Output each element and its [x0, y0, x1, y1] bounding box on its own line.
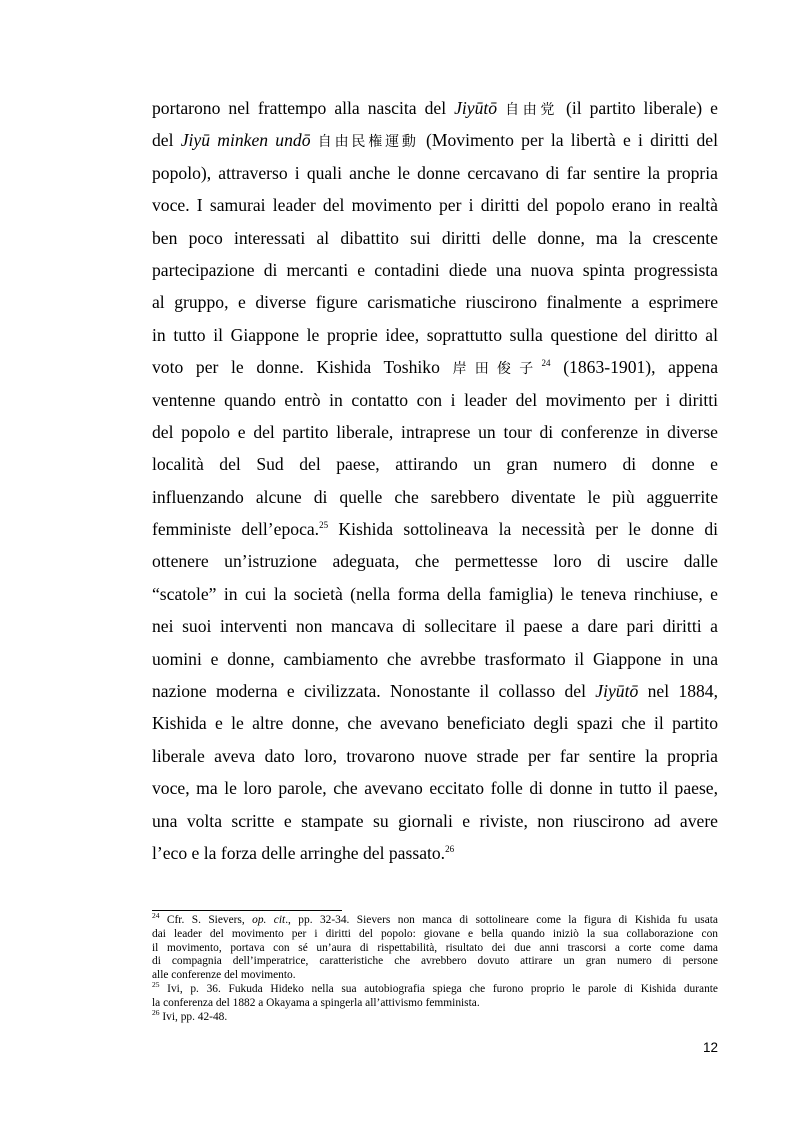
footnote-24-line-5: alle conferenze del movimento.	[152, 969, 296, 982]
text-line-6: partecipazione di mercanti e contadini diede una nuova spinta progressista	[152, 259, 718, 280]
main-paragraph	[152, 92, 718, 869]
text-line-7: al gruppo, e diverse figure carismatiche riuscirono finalmente a esprimere	[152, 292, 718, 313]
footnote-ref-24[interactable]: 24	[541, 358, 551, 369]
text-line-20: Kishida e le altre donne, che avevano beneficiato degli spazi che il partito	[152, 713, 718, 734]
page-number: 12	[702, 1040, 718, 1055]
text-line-5: ben poco interessati al dibattito sui diritti delle donne, ma la crescente	[152, 227, 718, 248]
text-line-24: l’eco e la forza delle arringhe del passato.$^{26}$	[152, 842, 455, 863]
kanji-jiyuto: 自由党	[505, 102, 558, 118]
text-line-10: ventenne quando entrò in contatto con i leader del movimento per i diritti	[152, 389, 718, 410]
footnote-24-line-2: dai leader del movimento per i diritti del popolo: giovane e bella quando iniziò la sua collaborazione con	[152, 927, 718, 940]
text-line-18: uomini e donne, cambiamento che avrebbe trasformato il Giappone in una	[152, 648, 718, 669]
footnote-number-25: 25	[152, 980, 160, 990]
text-line-11: del popolo e del partito liberale, intraprese un tour di conferenze in diverse	[152, 421, 718, 442]
footnote-24-line-4: di compagnia dell’imperatrice, caratteristiche che avrebbero dovuto attirare un gran numero di persone	[152, 955, 718, 968]
term-jiyuto-2: Jiyūtō	[595, 681, 639, 702]
text-line-15: ottenere un’istruzione adeguata, che permettesse loro di uscire dalle	[152, 551, 718, 572]
footnote-25: $^{25}$ Ivi, p. 36. Fukuda Hideko nella sua autobiografia spiega che furono proprio le parole di Kishida durante	[152, 980, 718, 995]
text-line-3: popolo), attraverso i quali anche le donne cercavano di far sentire la propria	[152, 162, 718, 183]
kanji-jiyu-minken-undo: 自由民権運動	[317, 134, 419, 151]
text-line-1: portarono nel frattempo alla nascita del Jiyūtō 自由党 (il partito liberale) e	[152, 98, 718, 118]
text-line-13: influenzando alcune di quelle che sarebbero diventate le più agguerrite	[152, 486, 718, 507]
text-line-23: una volta scritte e stampate su giornali e riviste, non riuscirono ad avere	[152, 810, 718, 831]
footnote-26: $^{26}$ Ivi, pp. 42-48.	[152, 1007, 228, 1023]
footnote-25-line-2: la conferenza del 1882 a Okayama a spingerla all’attivismo femminista.	[152, 996, 480, 1009]
term-jiyuto: Jiyūtō	[454, 98, 498, 118]
footnote-number-26: 26	[152, 1007, 160, 1017]
footnote-24-line-3: il movimento, portava con sé un’aura di rispettabilità, risultato dei due anni trascorsi a corte come dama	[152, 941, 718, 954]
term-jiyu-minken-undo: Jiyū minken undō	[180, 130, 311, 151]
text-line-19: nazione moderna e civilizzata. Nonostante il collasso del Jiyūtō nel 1884,	[152, 681, 718, 702]
footnote-ref-25[interactable]: 25	[319, 520, 329, 531]
footnote-24: $^{24}$ Cfr. S. Sievers, op. cit., pp. 32-34. Sievers non manca di sottolineare come la figura di Kishida fu usata	[152, 911, 718, 926]
text-line-14: femministe dell’epoca.$^{25}$ Kishida sottolineava la necessità per le donne di	[152, 519, 718, 540]
text-line-12: località del Sud del paese, attirando un gran numero di donne e	[152, 454, 718, 475]
footnote-separator	[152, 910, 342, 911]
text-line-8: in tutto il Giappone le proprie idee, soprattutto sulla questione del diritto al	[152, 324, 718, 345]
kanji-kishida-toshiko: 岸田俊子	[452, 361, 542, 378]
text-line-2: del Jiyū minken undō 自由民権運動 (Movimento per la libertà e i diritti del	[152, 130, 718, 151]
text-line-22: voce, ma le loro parole, che avevano eccitato folle di donne in tutto il paese,	[152, 778, 718, 799]
text-line-17: nei suoi interventi non mancava di sollecitare il paese a dare pari diritti a	[152, 616, 718, 637]
text-line-16: “scatole” in cui la società (nella forma della famiglia) le teneva rinchiuse, e	[152, 583, 718, 604]
footnotes	[152, 911, 718, 1024]
text-line-4: voce. I samurai leader del movimento per i diritti del popolo erano in realtà	[152, 195, 718, 216]
footnote-ref-26[interactable]: 26	[445, 844, 455, 855]
footnote-number-24: 24	[152, 911, 160, 921]
text-line-21: liberale aveva dato loro, trovarono nuove strade per far sentire la propria	[152, 745, 718, 766]
text-line-9: voto per le donne. Kishida Toshiko 岸田俊子$^{24}$ (1863-1901), appena	[152, 357, 719, 378]
